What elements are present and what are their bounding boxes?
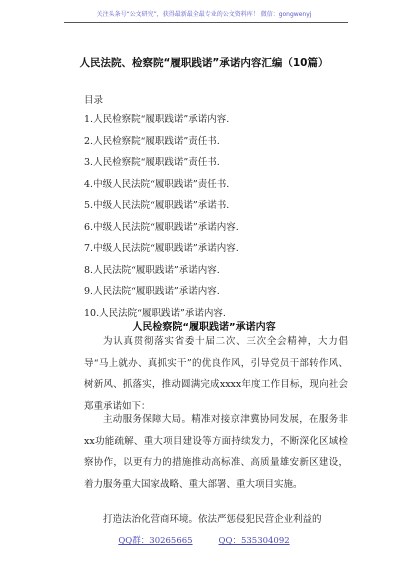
toc-item[interactable]: 7.中级人民法院“履职践诺”承诺内容. bbox=[84, 243, 239, 254]
body-paragraph: 主动服务保障大局。精准对接京津冀协同发展，在服务非xx功能疏解、重大项目建设等方面持续发力，不断深化区域检察协作，以更有力的措施推动高标准、高质量雄安新区建设，着力服务重大国家战略、重大部署、重大项目实施。 bbox=[84, 414, 348, 490]
toc-item[interactable]: 10.人民法院“履职践诺”承诺内容. bbox=[84, 307, 226, 319]
toc-item[interactable]: 4.中级人民法院“履职践诺”责任书. bbox=[84, 178, 230, 190]
toc-item[interactable]: 5.中级人民法院“履职践诺”承诺书. bbox=[84, 200, 230, 211]
qq-contact-link[interactable]: QQ：535304092 bbox=[218, 536, 290, 546]
table-of-contents bbox=[84, 113, 239, 328]
header-divider bbox=[64, 22, 348, 23]
footer-contact bbox=[0, 534, 408, 546]
toc-item[interactable]: 6.中级人民法院“履职践诺”承诺内容. bbox=[84, 221, 239, 233]
header-promo-note: 关注头条号“公文研究”，获得最新最全最专业的公文资料库！ 微信：gongwenyj bbox=[96, 11, 312, 18]
toc-item[interactable]: 3.人民检察院“履职践诺”责任书. bbox=[84, 157, 220, 168]
toc-item[interactable]: 1.人民检察院“履职践诺”承诺内容. bbox=[84, 114, 230, 125]
body-paragraph: 打造法治化营商环境。依法严惩侵犯民营企业利益的 bbox=[103, 514, 322, 525]
qq-group-link[interactable]: QQ群：30265665 bbox=[118, 536, 193, 546]
document-title: 人民法院、检察院“履职践诺”承诺内容汇编（10篇） bbox=[79, 57, 329, 69]
toc-item[interactable]: 2.人民检察院“履职践诺”责任书. bbox=[84, 135, 220, 147]
toc-item[interactable]: 9.人民法院“履职践诺”承诺内容. bbox=[84, 286, 220, 297]
section-title: 人民检察院“履职践诺”承诺内容 bbox=[132, 322, 276, 333]
toc-item[interactable]: 8.人民法院“履职践诺”承诺内容. bbox=[84, 264, 220, 276]
body-paragraph: 为认真贯彻落实省委十届二次、三次全会精神，大力倡导“马上就办、真抓实干”的优良作风，引导党员干部转作风、树新风、抓落实，推动圆满完成xxxx年度工作目标，现向社会郑重承诺如下： bbox=[84, 336, 348, 412]
toc-heading: 目录 bbox=[84, 95, 104, 106]
